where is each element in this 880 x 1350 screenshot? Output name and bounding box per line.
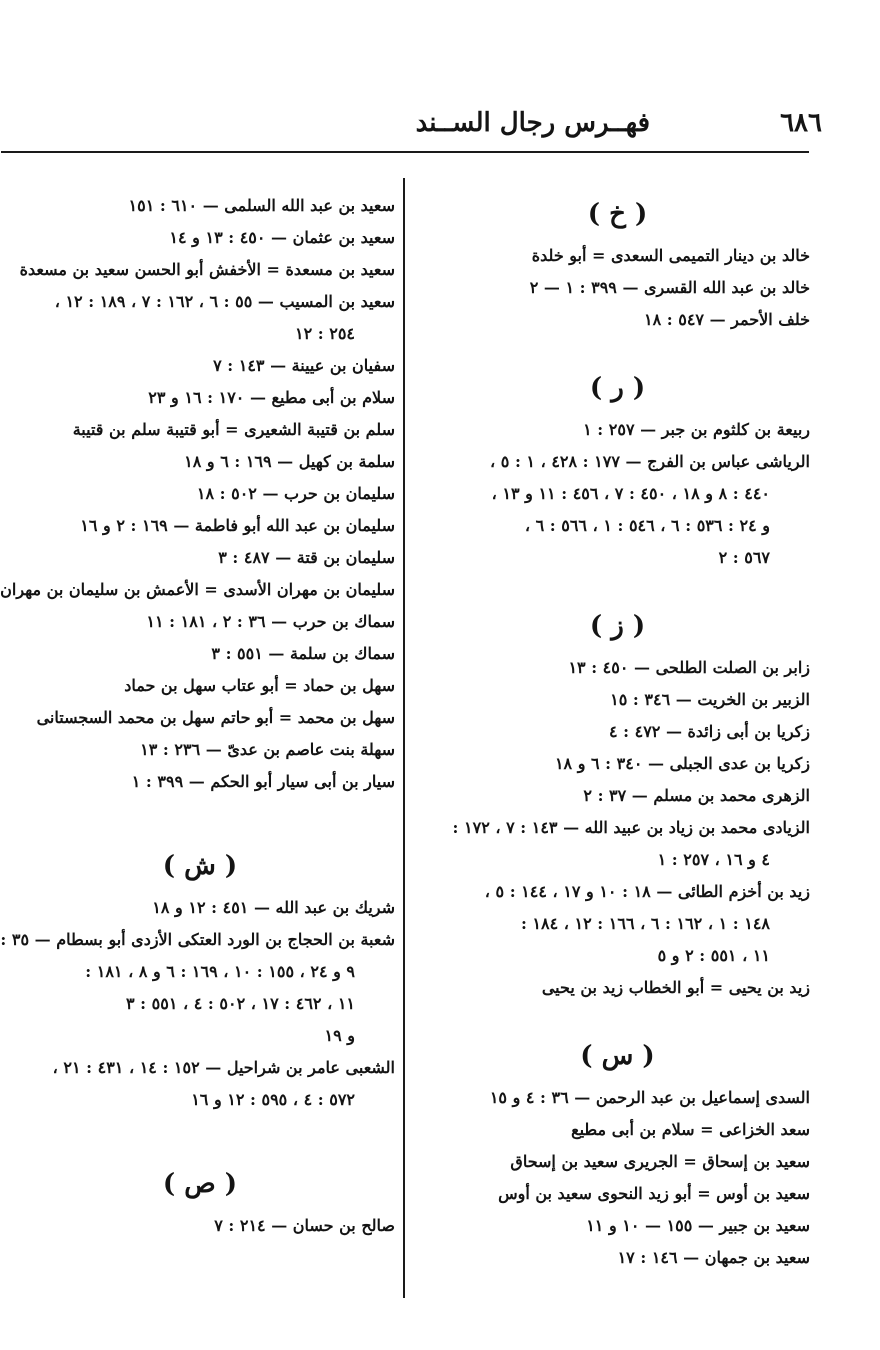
header-rule [1, 151, 809, 153]
index-entry: الزيادى محمد بن زياد بن عبيد الله — ١٤٣ : ٧ ، ١٧٢ : [452, 818, 810, 837]
section-letter-ra: ( ر ) [589, 373, 646, 403]
index-entry-continuation: ٤ و ١٦ ، ٢٥٧ : ١ [657, 850, 770, 869]
index-entry-continuation: ١٤٨ : ١ ، ١٦٢ : ٦ ، ١٦٦ : ١٢ ، ١٨٤ : [520, 914, 770, 933]
index-entry: سليمان بن قتة — ٤٨٧ : ٣ [218, 548, 395, 567]
index-entry: سعيد بن المسيب — ٥٥ : ٦ ، ١٦٢ : ٧ ، ١٨٩ : ١٢ ، [54, 292, 395, 311]
index-entry: سفيان بن عيينة — ١٤٣ : ٧ [213, 356, 395, 375]
index-entry: خالد بن عبد الله القسرى — ٣٩٩ : ١ — ٢ [529, 278, 810, 297]
left-column [0, 190, 395, 1242]
index-entry: سلم بن قتيبة الشعيرى = أبو قتيبة سلم بن قتيبة [72, 420, 395, 439]
index-entry: سعيد بن عبد الله السلمى — ٦١٠ : ١٥١ [128, 196, 395, 215]
index-entry: ربيعة بن كلثوم بن جبر — ٢٥٧ : ١ [583, 420, 810, 439]
section-letter-kha: ( خ ) [587, 199, 648, 229]
index-entry-continuation: ١١ ، ٤٦٢ : ١٧ ، ٥٠٢ : ٤ ، ٥٥١ : ٣ [126, 994, 355, 1013]
index-entry-continuation: و ٢٤ : ٥٣٦ : ٦ ، ٥٤٦ : ١ ، ٥٦٦ : ٦ ، [524, 516, 770, 535]
index-entry: شعبة بن الحجاج بن الورد العتكى الأزدى أبو بسطام — ٣٥ : [0, 930, 395, 949]
index-entry: الشعبى عامر بن شراحيل — ١٥٢ : ١٤ ، ٤٣١ : ٢١ ، [52, 1058, 395, 1077]
section-letter-sin: ( س ) [580, 1041, 655, 1071]
page-title: فهــرس رجال الســند [415, 108, 650, 138]
page-header [1, 104, 880, 150]
index-entry-continuation: ٥٦٧ : ٢ [718, 548, 770, 567]
index-entry: خالد بن دينار التميمى السعدى = أبو خلدة [531, 246, 810, 265]
index-entry: سعيد بن مسعدة = الأخفش أبو الحسن سعيد بن مسعدة [19, 260, 395, 279]
index-entry: سهلة بنت عاصم بن عدىّ — ٢٣٦ : ١٣ [140, 740, 395, 759]
index-entry: الرياشى عباس بن الفرج — ١٧٧ : ٤٢٨ ، ١ : ٥ ، [490, 452, 810, 471]
index-entry: سعيد بن عثمان — ٤٥٠ : ١٣ و ١٤ [169, 228, 395, 247]
index-entry: زيد بن أخزم الطائى — ١٨ : ١٠ و ١٧ ، ١٤٤ : ٥ ، [484, 882, 810, 901]
index-entry-continuation: ٩ و ٢٤ ، ١٥٥ : ١٠ ، ١٦٩ : ٦ و ٨ ، ١٨١ : [85, 962, 355, 981]
index-entry-continuation: ٤٤٠ : ٨ و ١٨ ، ٤٥٠ : ٧ ، ٤٥٦ : ١١ و ١٣ ، [491, 484, 770, 503]
index-entry: سيار بن أبى سيار أبو الحكم — ٣٩٩ : ١ [131, 772, 395, 791]
index-entry: شريك بن عبد الله — ٤٥١ : ١٢ و ١٨ [152, 898, 395, 917]
index-entry: سعد الخزاعى = سلام بن أبى مطيع [571, 1120, 810, 1139]
index-entry-continuation: و ١٩ [324, 1026, 355, 1045]
section-letter-zay: ( ز ) [589, 611, 646, 641]
index-entry: سماك بن حرب — ٣٦ : ٢ ، ١٨١ : ١١ [146, 612, 395, 631]
index-entry-continuation: ٢٥٤ : ١٢ [294, 324, 355, 343]
index-entry: السدى إسماعيل بن عبد الرحمن — ٣٦ : ٤ و ١٥ [489, 1088, 810, 1107]
index-entry: سليمان بن مهران الأسدى = الأعمش بن سليمان بن مهران [0, 580, 395, 599]
index-entry: خلف الأحمر — ٥٤٧ : ١٨ [643, 310, 810, 329]
right-column [425, 190, 810, 1274]
index-entry: سهل بن حماد = أبو عتاب سهل بن حماد [124, 676, 395, 695]
column-divider [403, 178, 405, 1298]
index-entry: زيد بن يحيى = أبو الخطاب زيد بن يحيى [541, 978, 810, 997]
index-entry: سعيد بن إسحاق = الجريرى سعيد بن إسحاق [510, 1152, 810, 1171]
index-entry: سهل بن محمد = أبو حاتم سهل بن محمد السجستانى [36, 708, 395, 727]
section-letter-shin: ( ش ) [162, 851, 238, 881]
index-entry-continuation: ١١ ، ٥٥١ : ٢ و ٥ [657, 946, 770, 965]
index-entry-continuation: ٥٧٢ : ٤ ، ٥٩٥ : ١٢ و ١٦ [191, 1090, 355, 1109]
page-number: ٦٨٦ [780, 108, 822, 138]
index-entry: سعيد بن جمهان — ١٤٦ : ١٧ [617, 1248, 810, 1267]
index-entry: سعيد بن أوس = أبو زيد النحوى سعيد بن أوس [498, 1184, 810, 1203]
index-entry: صالح بن حسان — ٢١٤ : ٧ [214, 1216, 395, 1235]
index-entry: سلام بن أبى مطيع — ١٧٠ : ١٦ و ٢٣ [148, 388, 395, 407]
index-entry: سليمان بن حرب — ٥٠٢ : ١٨ [196, 484, 395, 503]
index-entry: زكريا بن أبى زائدة — ٤٧٢ : ٤ [608, 722, 810, 741]
index-entry: الزبير بن الخريت — ٣٤٦ : ١٥ [610, 690, 810, 709]
index-entry: سليمان بن عبد الله أبو فاطمة — ١٦٩ : ٢ و ١٦ [80, 516, 395, 535]
index-entry: زابر بن الصلت الطلحى — ٤٥٠ : ١٣ [568, 658, 810, 677]
index-entry: سلمة بن كهيل — ١٦٩ : ٦ و ١٨ [184, 452, 395, 471]
index-entry: سعيد بن جبير — ١٥٥ — ١٠ و ١١ [586, 1216, 810, 1235]
index-entry: زكريا بن عدى الجبلى — ٣٤٠ : ٦ و ١٨ [554, 754, 810, 773]
index-entry: سماك بن سلمة — ٥٥١ : ٣ [211, 644, 395, 663]
index-entry: الزهرى محمد بن مسلم — ٣٧ : ٢ [583, 786, 810, 805]
section-letter-sad: ( ص ) [162, 1169, 238, 1199]
